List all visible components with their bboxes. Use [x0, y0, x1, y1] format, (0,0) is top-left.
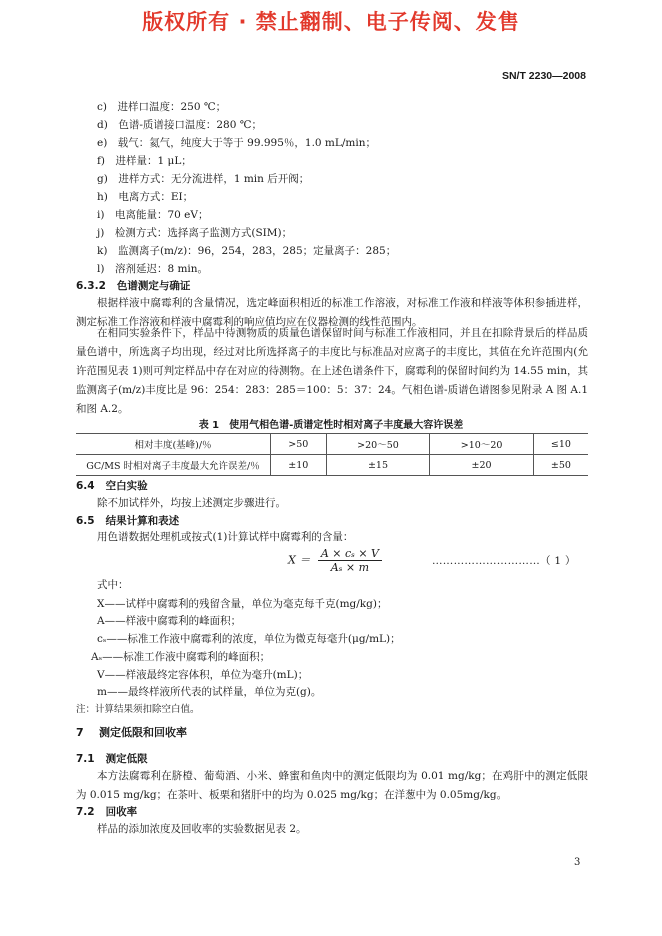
- formula-lhs: X ＝: [288, 553, 311, 567]
- section-number: 7.2: [76, 806, 95, 818]
- table-cell: ≤10: [533, 434, 588, 455]
- standard-number: SN/T 2230—2008: [501, 70, 586, 82]
- table-cell: >20～50: [326, 434, 430, 455]
- section-number: 6.5: [76, 515, 95, 527]
- condition-item: e) 载气：氦气，纯度大于等于 99.995％，1.0 mL/min；: [97, 137, 376, 149]
- paragraph: 在相同实验条件下，样品中待测物质的质量色谱保留时间与标准工作液相同，并且在扣除背景后的样品质量色谱中，所选离子均出现，经过对比所选择离子的丰度比与标准品对应离子的丰度比，其值在允许范围内(允许范围见表 1)则可判定样品中存在对应的待测物。在上述色谱条件下，腐霉利的保留时间约为 14.55 min，其监测离子(m/z)丰度比是 96：254：283：285＝100：5：37：24。气相色谱-质谱色谱图参见附录 A 图 A.1 和图 A.2。: [76, 327, 588, 415]
- page-number: 3: [574, 857, 581, 868]
- section-number: 7: [76, 726, 84, 739]
- condition-item: c) 进样口温度：250 ℃；: [97, 101, 227, 113]
- paragraph: 本方法腐霉利在脐橙、葡萄酒、小米、蜂蜜和鱼肉中的测定低限均为 0.01 mg/kg；在鸡肝中的测定低限为 0.015 mg/kg；在茶叶、板栗和猪肝中的均为 0.025 mg/kg；在洋葱中为 0.05mg/kg。: [76, 770, 588, 801]
- paragraph: 除不加试样外，均按上述测定步骤进行。: [97, 497, 286, 509]
- formula-numerator: A × cₛ × V: [318, 547, 382, 561]
- formula: [288, 547, 382, 574]
- section-number: 6.3.2: [76, 280, 106, 292]
- section-7-2-heading: [76, 805, 137, 819]
- variable-definition: Aₛ——标准工作液中腐霉利的峰面积；: [91, 651, 271, 663]
- variable-definition: m——最终样液所代表的试样量，单位为克(g)。: [97, 686, 322, 698]
- section-6-3-2-heading: [76, 279, 190, 293]
- table-caption: 表 1 使用气相色谱-质谱定性时相对离子丰度最大容许误差: [198, 420, 464, 431]
- section-title: 结果计算和表述: [105, 515, 180, 527]
- condition-item: h) 电离方式：EI；: [97, 191, 194, 203]
- paragraph: 根据样液中腐霉利的含量情况，选定峰面积相近的标准工作溶液，对标准工作液和样液等体积参插进样，测定标准工作溶液和样液中腐霉利的响应值均应在仪器检测的线性范围内。: [76, 297, 588, 328]
- variable-definition: A——样液中腐霉利的峰面积；: [97, 615, 242, 627]
- paragraph: 用色谱数据处理机或按式(1)计算试样中腐霉利的含量：: [97, 531, 354, 543]
- table-row-header: GC/MS 时相对离子丰度最大允许误差/％: [76, 455, 271, 476]
- section-7-heading: [76, 726, 187, 740]
- condition-item: d) 色谱-质谱接口温度：280 ℃；: [97, 119, 262, 131]
- table-row-header: 相对丰度(基峰)/％: [76, 434, 271, 455]
- equation-number: …………………………（ 1 ）: [432, 555, 576, 567]
- tolerance-table: [76, 433, 588, 476]
- formula-fraction: [318, 547, 382, 574]
- condition-item: j) 检测方式：选择离子监测方式(SIM)；: [97, 227, 293, 239]
- table-cell: ±10: [271, 455, 327, 476]
- formula-denominator: Aₛ × m: [330, 561, 370, 574]
- variable-definition: cₛ——标准工作液中腐霉利的浓度，单位为微克每毫升(μg/mL)；: [97, 633, 401, 645]
- variable-definition: V——样液最终定容体积，单位为毫升(mL)；: [97, 669, 309, 681]
- section-number: 6.4: [76, 480, 95, 492]
- table-cell: ±50: [533, 455, 588, 476]
- section-title: 色谱测定与确证: [116, 280, 191, 292]
- condition-item: g) 进样方式：无分流进样，1 min 后开阀；: [97, 173, 310, 185]
- condition-item: l) 溶剂延迟：8 min。: [97, 263, 209, 275]
- where-label: 式中：: [97, 579, 129, 591]
- table-row: [76, 434, 588, 455]
- condition-item: f) 进样量：1 μL；: [97, 155, 192, 167]
- paragraph: 样品的添加浓度及回收率的实验数据见表 2。: [97, 823, 307, 835]
- condition-item: i) 电离能量：70 eV；: [97, 209, 209, 221]
- section-title: 测定低限和回收率: [98, 726, 187, 739]
- condition-item: k) 监测离子(m/z)：96，254，283，285；定量离子：285；: [97, 245, 397, 257]
- table-cell: ±20: [430, 455, 534, 476]
- section-6-5-heading: [76, 514, 179, 528]
- table-cell: ±15: [326, 455, 430, 476]
- table-row: [76, 455, 588, 476]
- table-cell: >10～20: [430, 434, 534, 455]
- variable-definition: X——试样中腐霉利的残留含量，单位为毫克每千克(mg/kg)；: [97, 598, 388, 610]
- section-7-1-heading: [76, 752, 148, 766]
- copyright-watermark: 版权所有 · 禁止翻制、电子传阅、发售: [142, 10, 520, 34]
- section-title: 回收率: [105, 806, 138, 818]
- section-6-4-heading: [76, 479, 148, 493]
- section-title: 空白实验: [105, 480, 148, 492]
- section-title: 测定低限: [105, 753, 148, 765]
- note: 注：计算结果须扣除空白值。: [76, 704, 200, 715]
- table-cell: >50: [271, 434, 327, 455]
- section-number: 7.1: [76, 753, 95, 765]
